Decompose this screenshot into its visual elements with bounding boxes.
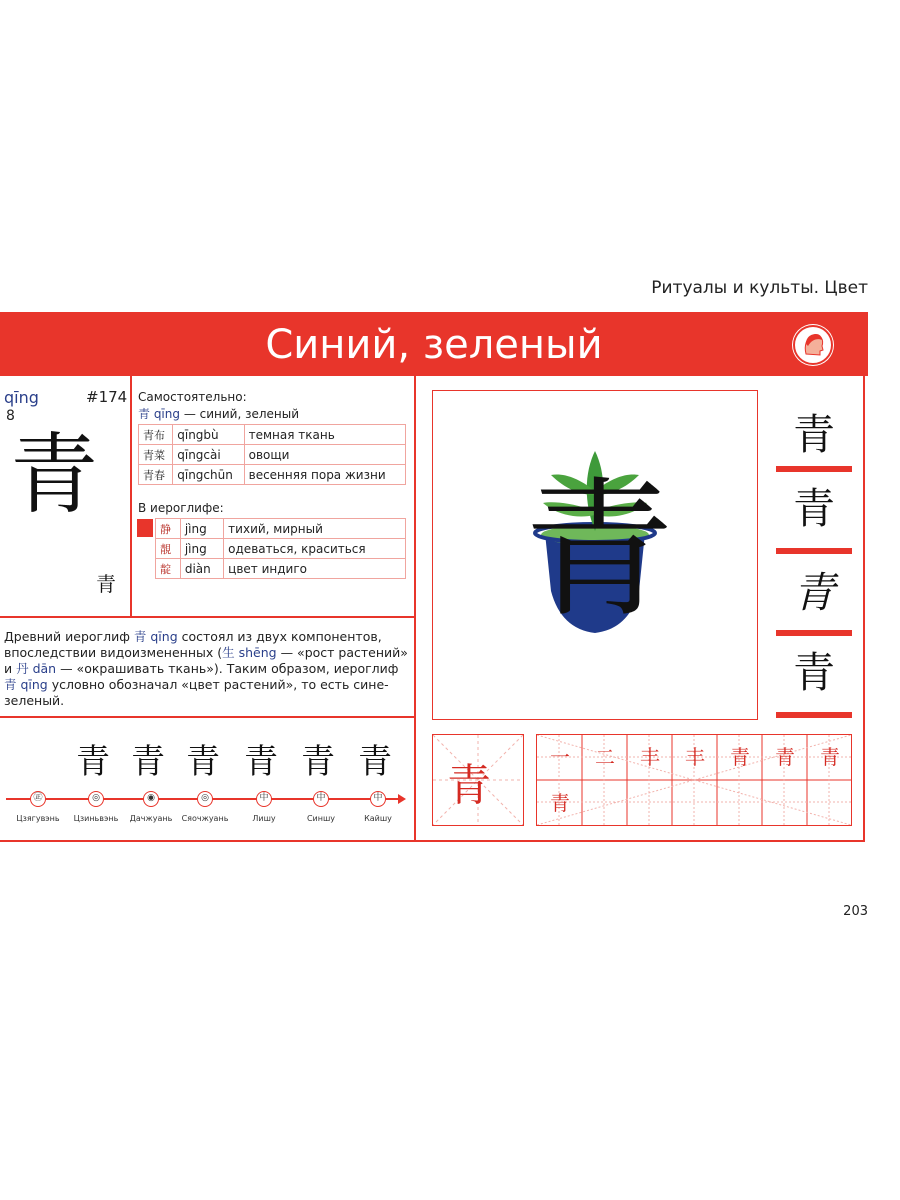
evolution-glyph: 青: [244, 742, 278, 782]
word-pinyin: jìng: [180, 539, 223, 559]
word-cn: 青菜: [139, 445, 173, 465]
in-character-label: В иероглифе:: [138, 501, 224, 515]
arrow-right-icon: [398, 794, 406, 804]
divider: [776, 630, 852, 636]
para-text: Древний иероглиф: [4, 629, 134, 644]
illustration-character: 青: [523, 464, 674, 638]
para-char: 青 qīng: [4, 677, 48, 692]
head-profile-icon: [792, 324, 834, 366]
side-glyph: 青: [792, 568, 835, 617]
side-glyph: 青: [792, 648, 835, 697]
divider: [0, 616, 416, 618]
table-row: [156, 519, 406, 539]
divider: [776, 548, 852, 554]
para-text: условно обозначал «цвет растений», то есть сине-зеленый.: [4, 677, 389, 708]
etymology-paragraph: [4, 629, 408, 709]
seal-icon: ◎: [197, 791, 213, 807]
seal-icon: ㊣: [30, 791, 46, 807]
table-row: [156, 559, 406, 579]
script-label: Сяочжуань: [181, 814, 229, 823]
pinyin: qīng: [4, 388, 39, 407]
script-label: Лишу: [252, 814, 276, 823]
section-title: Ритуалы и культы. Цвет: [651, 278, 868, 298]
page-title: Синий, зеленый: [265, 322, 603, 368]
stroke-step: 青: [730, 745, 750, 769]
script-label: Цзиньвэнь: [73, 814, 119, 823]
divider: [130, 376, 132, 616]
in-character-table: [155, 518, 406, 579]
evolution-glyph: 青: [76, 742, 110, 782]
word-pinyin: jìng: [180, 519, 223, 539]
word-ru: весенняя пора жизни: [244, 465, 405, 485]
stroke-order-grid: [536, 734, 852, 826]
independent-label: Самостоятельно:: [138, 390, 247, 404]
divider: [776, 712, 852, 718]
page-number: 203: [843, 904, 868, 919]
word-ru: темная ткань: [244, 425, 405, 445]
word-pinyin: diàn: [180, 559, 223, 579]
word-cn: 青春: [139, 465, 173, 485]
stroke-step: 丰: [640, 745, 660, 769]
stroke-step: 青: [550, 791, 570, 815]
para-text: состоял из двух компонентов, впоследствии видоизмененных (: [4, 629, 382, 660]
table-row: [156, 539, 406, 559]
word-ru: цвет индиго: [224, 559, 406, 579]
word-pinyin: qīngbù: [173, 425, 244, 445]
seal-icon: 中: [370, 791, 386, 807]
seal-icon: 中: [313, 791, 329, 807]
divider: [0, 716, 416, 718]
script-label: Кайшу: [364, 814, 392, 823]
definition-text: — синий, зеленый: [180, 407, 300, 421]
word-cn: 靚: [156, 539, 181, 559]
definition-char: 青 qīng: [138, 407, 180, 421]
stroke-step: 青: [775, 745, 795, 769]
word-cn: 静: [156, 519, 181, 539]
script-label: Цзягувэнь: [16, 814, 60, 823]
word-ru: одеваться, краситься: [224, 539, 406, 559]
para-char: 生 shēng: [222, 645, 277, 660]
evolution-glyph: 青: [186, 742, 220, 782]
divider: [776, 466, 852, 472]
table-row: [139, 425, 406, 445]
table-row: [139, 465, 406, 485]
seal-icon: 中: [256, 791, 272, 807]
practice-big-cell: [432, 734, 524, 826]
table-row: [139, 445, 406, 465]
character-number: #174: [86, 388, 128, 406]
stroke-step: 二: [595, 745, 615, 769]
side-glyph: 青: [792, 484, 835, 533]
stroke-step: 青: [820, 745, 840, 769]
para-char: 青 qīng: [133, 629, 178, 644]
compound-words-table: [138, 424, 406, 485]
component-marker: [137, 519, 153, 537]
para-char: 丹 dān: [16, 661, 57, 676]
divider: [414, 376, 416, 842]
independent-definition: [138, 405, 299, 422]
small-character: 青: [96, 572, 116, 596]
main-character: 青: [10, 423, 99, 526]
evolution-glyph: 青: [358, 742, 392, 782]
word-pinyin: qīngcài: [173, 445, 244, 465]
word-cn: 青布: [139, 425, 173, 445]
word-cn: 靛: [156, 559, 181, 579]
seal-icon: ◎: [88, 791, 104, 807]
script-label: Дачжуань: [129, 814, 173, 823]
practice-big-character: 青: [447, 760, 491, 811]
seal-icon: ◉: [143, 791, 159, 807]
para-text: — «окрашивать ткань»). Таким образом, иероглиф: [56, 661, 399, 676]
illustration-box: [432, 390, 758, 720]
para-text: — «рост растений» и: [4, 645, 408, 676]
script-label: Синшу: [306, 814, 336, 823]
stroke-count: 8: [6, 408, 15, 424]
word-ru: тихий, мирный: [224, 519, 406, 539]
stroke-step: 一: [550, 745, 570, 769]
side-glyph: 青: [792, 410, 835, 459]
word-ru: овощи: [244, 445, 405, 465]
word-pinyin: qīngchūn: [173, 465, 244, 485]
stroke-step: 丰: [685, 745, 705, 769]
evolution-glyph: 青: [131, 742, 165, 782]
evolution-glyph: 青: [301, 742, 335, 782]
